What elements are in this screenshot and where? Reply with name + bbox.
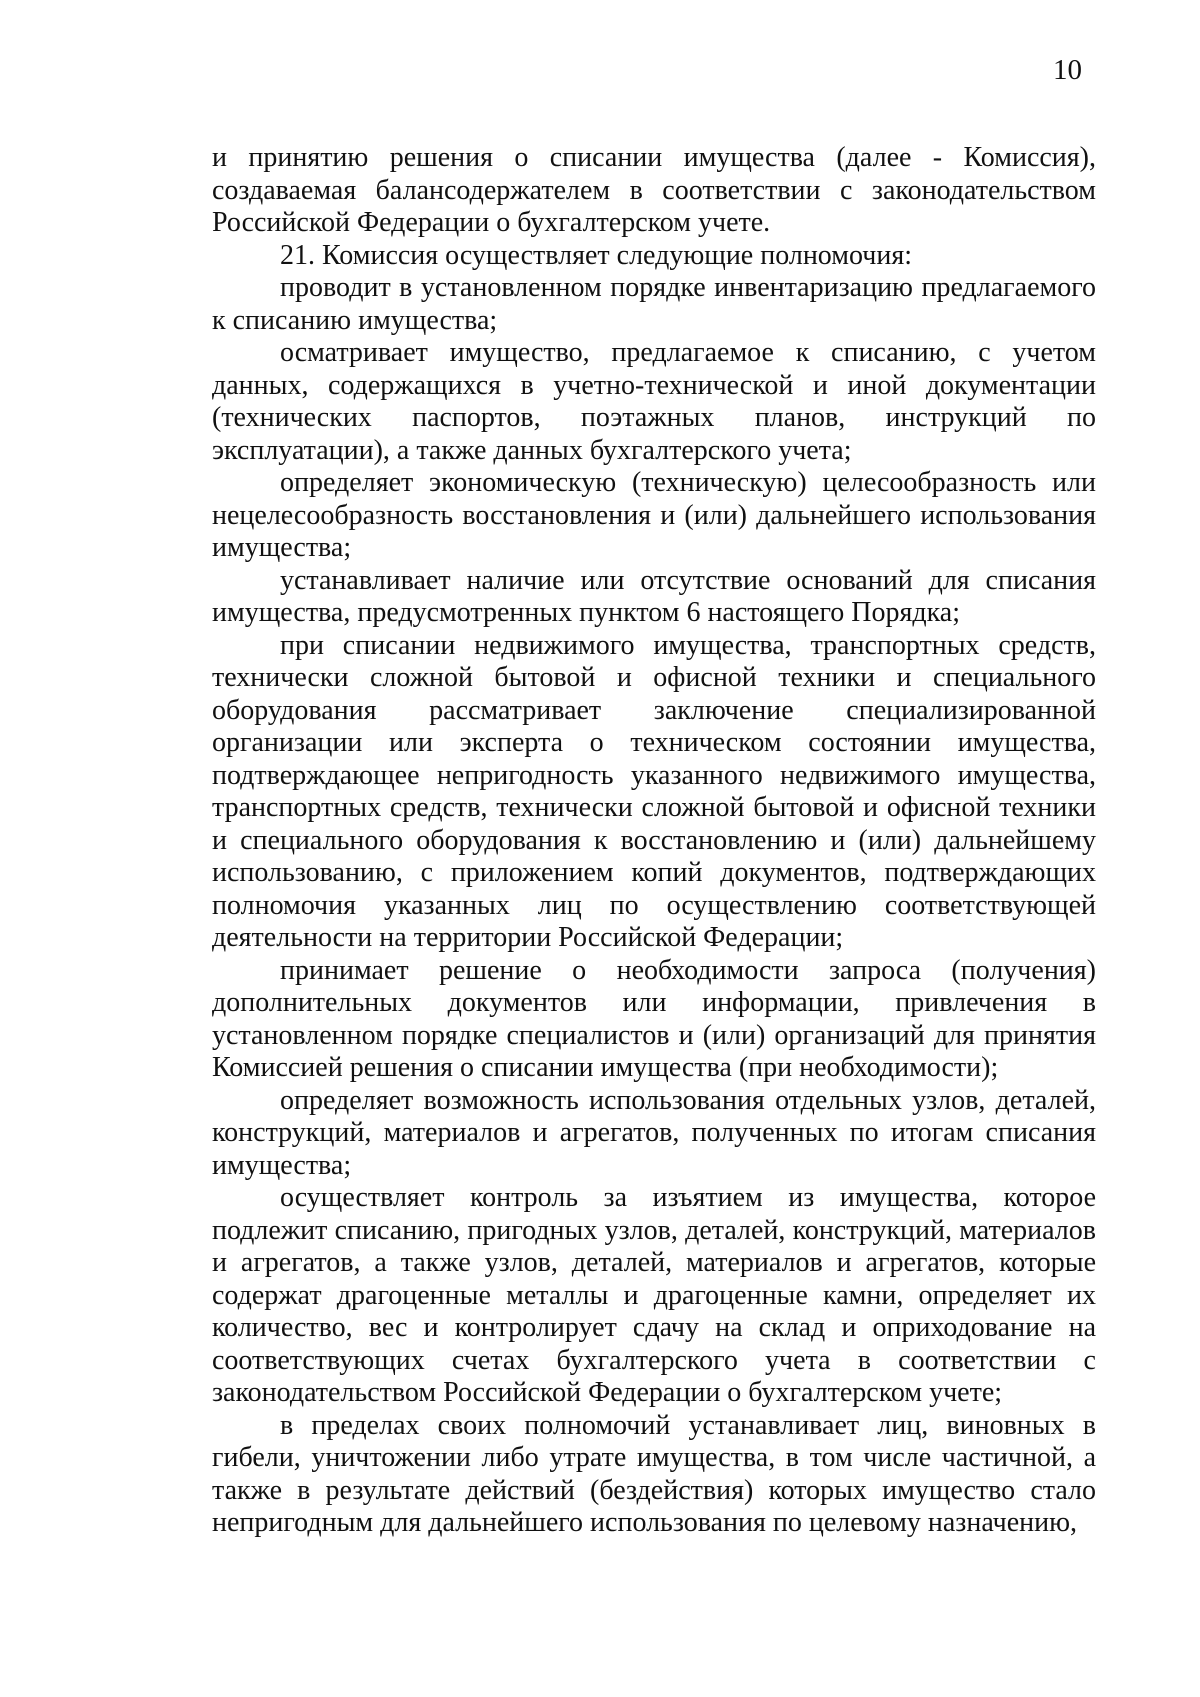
paragraph-inventory: проводит в установленном порядке инвентаризацию предлагаемого к списанию имущества; [212, 272, 1096, 336]
paragraph-feasibility: определяет экономическую (техническую) целесообразность или нецелесообразность восстановления и (или) дальнейшего использования имущества; [212, 467, 1096, 563]
paragraph-responsible-persons: в пределах своих полномочий устанавливает лиц, виновных в гибели, уничтожении либо утрате имущества, в том числе частичной, а также в результате действий (бездействия) которых имущество стало непригодным для дальнейшего использования по целевому назначению, [212, 1409, 1096, 1538]
document-body [212, 142, 1096, 1540]
paragraph-expert-conclusion: при списании недвижимого имущества, транспортных средств, технически сложной бытовой и офисной техники и специального оборудования рассматривает заключение специализированной организации или эксперта о техническом состоянии имущества, подтверждающее непригодность указанного недвижимого имущества, транспортных средств, технически сложной бытовой и офисной техники и специального оборудования к восстановлению и (или) дальнейшему использованию, с приложением копий документов, подтверждающих полномочия указанных лиц по осуществлению соответствующей деятельности на территории Российской Федерации; [212, 629, 1096, 953]
paragraph-request-documents: принимает решение о необходимости запроса (получения) дополнительных документов или информации, привлечения в установленном порядке специалистов и (или) организаций для принятия Комиссией решения о списании имущества (при необходимости); [212, 954, 1096, 1083]
paragraph-item-21: 21. Комиссия осуществляет следующие полномочия: [280, 239, 912, 271]
paragraph-continuation: и принятию решения о списании имущества (далее - Комиссия), создаваемая балансодержателем в соответствии с законодательством Российской Федерации о бухгалтерском учете. [212, 142, 1096, 238]
paragraph-precious-metals-control: осуществляет контроль за изъятием из имущества, которое подлежит списанию, пригодных узлов, деталей, конструкций, материалов и агрегатов, а также узлов, деталей, материалов и агрегатов, которые содержат драгоценные металлы и драгоценные камни, определяет их количество, вес и контролирует сдачу на склад и оприходование на соответствующих счетах бухгалтерского учета в соответствии с законодательством Российской Федерации о бухгалтерском учете; [212, 1182, 1096, 1408]
paragraph-parts-usage: определяет возможность использования отдельных узлов, деталей, конструкций, материалов и агрегатов, полученных по итогам списания имущества; [212, 1084, 1096, 1181]
paragraph-inspection: осматривает имущество, предлагаемое к списанию, с учетом данных, содержащихся в учетно-технической и иной документации (технических паспортов, поэтажных планов, инструкций по эксплуатации), а также данных бухгалтерского учета; [212, 337, 1096, 466]
page-number: 10 [1053, 54, 1082, 86]
paragraph-grounds: устанавливает наличие или отсутствие оснований для списания имущества, предусмотренных пунктом 6 настоящего Порядка; [212, 564, 1096, 628]
